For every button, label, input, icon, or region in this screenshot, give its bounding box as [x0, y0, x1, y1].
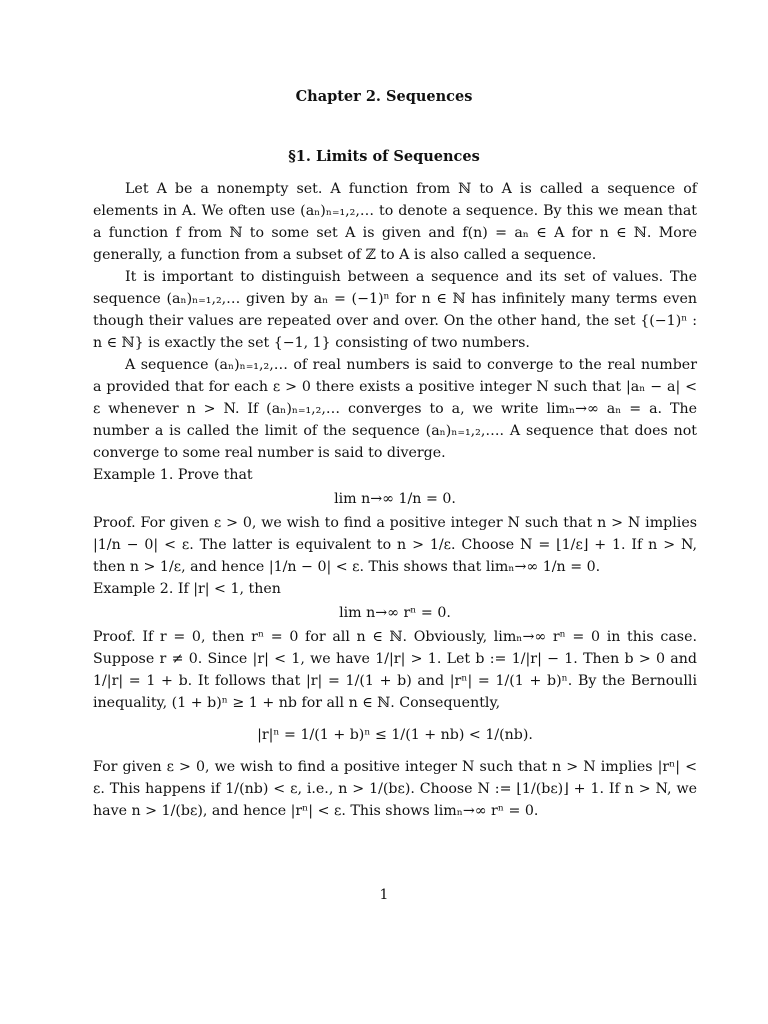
proof-2: Proof. If r = 0, then rⁿ = 0 for all n ∈ ℕ. Obviously, limₙ→∞ rⁿ = 0 in this case. Suppose r ≠ 0. Since |r| < 1, we have 1/|r| > 1. Let b := 1/|r| − 1. Then b > 0 and 1/|r| = 1 + b. It follows that |r| = 1/(1 + b) and |rⁿ| = 1/(1 + b)ⁿ. By the Bernoulli inequality, (1 + b)ⁿ ≥ 1 + nb for all n ∈ ℕ. Consequently, [93, 629, 697, 711]
page-number: 1 [379, 887, 389, 903]
example-2-heading: Example 2. If |r| < 1, then [93, 581, 281, 597]
example-1-display-equation: lim n→∞ 1/n = 0. [334, 491, 456, 507]
section-title: §1. Limits of Sequences [288, 148, 480, 165]
paragraph-proof-conclusion: For given ε > 0, we wish to find a positive integer N such that n > N implies |rⁿ| < ε. This happens if 1/(nb) < ε, i.e., n > 1/(bε). Choose N := ⌊1/(bε)⌋ + 1. If n > N, we have n > 1/(bε), and hence |rⁿ| < ε. This shows limₙ→∞ rⁿ = 0. [93, 759, 697, 819]
example-2-display-equation: lim n→∞ rⁿ = 0. [339, 605, 451, 621]
paragraph-sequence-values: It is important to distinguish between a sequence and its set of values. The sequence (aₙ)ₙ₌₁,₂,… given by aₙ = (−1)ⁿ for n ∈ ℕ has infinitely many terms even though their values are repeated over and over. On the other hand, the set {(−1)ⁿ : n ∈ ℕ} is exactly the set {−1, 1} consisting of two numbers. [93, 269, 697, 351]
proof-1: Proof. For given ε > 0, we wish to find a positive integer N such that n > N implies |1/n − 0| < ε. The latter is equivalent to n > 1/ε. Choose N = ⌊1/ε⌋ + 1. If n > N, then n > 1/ε, and hence |1/n − 0| < ε. This shows that limₙ→∞ 1/n = 0. [93, 515, 697, 575]
paragraph-sequence-definition: Let A be a nonempty set. A function from ℕ to A is called a sequence of elements in A. We often use (aₙ)ₙ₌₁,₂,… to denote a sequence. By this we mean that a function f from ℕ to some set A is given and f(n) = aₙ ∈ A for n ∈ ℕ. More generally, a function from a subset of ℤ to A is also called a sequence. [93, 181, 697, 263]
paragraph-convergence-definition: A sequence (aₙ)ₙ₌₁,₂,… of real numbers is said to converge to the real number a provided that for each ε > 0 there exists a positive integer N such that |aₙ − a| < ε whenever n > N. If (aₙ)ₙ₌₁,₂,… converges to a, we write limₙ→∞ aₙ = a. The number a is called the limit of the sequence (aₙ)ₙ₌₁,₂,…. A sequence that does not converge to some real number is said to diverge. [93, 357, 697, 461]
document-body [93, 178, 697, 822]
inequality-display-equation: |r|ⁿ = 1/(1 + b)ⁿ ≤ 1/(1 + nb) < 1/(nb). [257, 727, 533, 743]
chapter-title: Chapter 2. Sequences [295, 88, 473, 105]
example-1-heading: Example 1. Prove that [93, 467, 253, 483]
